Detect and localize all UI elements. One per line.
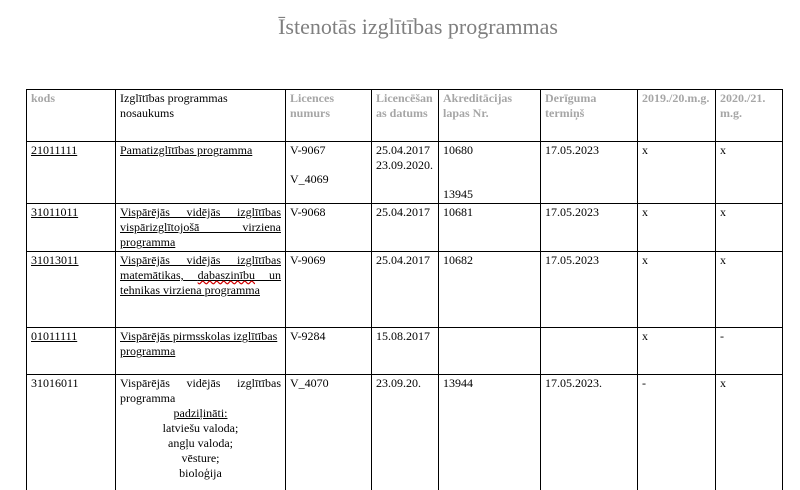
license-date: 23.09.2020.	[376, 158, 433, 172]
cell-akreditacijas-lapas: 10682	[439, 252, 541, 328]
program-name-part: Vispārējās vidējās izglītības matemātikas,	[120, 253, 281, 282]
license-number: V-9067	[290, 143, 326, 157]
table-row	[27, 252, 783, 328]
subject-item: vēsture;	[181, 451, 220, 465]
cell-kods: 31013011	[27, 252, 116, 328]
accreditation-number: 13945	[443, 187, 473, 201]
cell-deriguma-termins: 17.05.2023.	[541, 375, 638, 490]
header-kods: kods	[27, 90, 116, 142]
cell-nosaukums: Vispārējās vidējās izglītības vispārizglītojošā virziena programma	[116, 204, 286, 252]
license-number: V_4069	[290, 172, 329, 186]
cell-nosaukums	[116, 375, 286, 490]
header-2020-21: 2020./21.m.g.	[716, 90, 783, 142]
subject-item: latviešu valoda;	[162, 421, 239, 435]
cell-licencesanas-datums: 25.04.2017	[372, 252, 439, 328]
cell-nosaukums	[116, 252, 286, 328]
cell-licencesanas-datums: 25.04.2017	[372, 204, 439, 252]
cell-licences-numurs: V-9069	[286, 252, 372, 328]
cell-2019-20: x	[638, 204, 716, 252]
license-date: 25.04.2017	[376, 143, 430, 157]
cell-kods: 01011111	[27, 328, 116, 375]
cell-2019-20: x	[638, 142, 716, 204]
cell-licences-numurs: V-9284	[286, 328, 372, 375]
cell-2020-21: x	[716, 375, 783, 490]
table-row	[27, 204, 783, 252]
table-row	[27, 328, 783, 375]
subject-item: bioloģija	[179, 466, 222, 480]
header-2019-20: 2019./20.m.g.	[638, 90, 716, 142]
cell-licencesanas-datums: 23.09.20.	[372, 375, 439, 490]
cell-deriguma-termins: 17.05.2023	[541, 252, 638, 328]
cell-deriguma-termins: 17.05.2023	[541, 204, 638, 252]
cell-akreditacijas-lapas: 13944	[439, 375, 541, 490]
cell-2020-21: -	[716, 328, 783, 375]
table-row	[27, 375, 783, 490]
cell-deriguma-termins: 17.05.2023	[541, 142, 638, 204]
program-name: Vispārējās vidējās izglītības programma	[120, 376, 281, 405]
cell-2020-21: x	[716, 252, 783, 328]
cell-nosaukums: Vispārējās pirmsskolas izglītības programma	[116, 328, 286, 375]
cell-licencesanas-datums	[372, 142, 439, 204]
cell-kods: 21011111	[27, 142, 116, 204]
header-akreditacijas-lapas: Akreditācijas lapas Nr.	[439, 90, 541, 142]
header-licencesanas-datums: Licencēšanas datums	[372, 90, 439, 142]
cell-licences-numurs	[286, 142, 372, 204]
cell-nosaukums: Pamatizglītības programma	[116, 142, 286, 204]
cell-2019-20: -	[638, 375, 716, 490]
header-deriguma-termins: Derīguma termiņš	[541, 90, 638, 142]
spellcheck-word: dabaszinību	[197, 268, 255, 282]
cell-2019-20: x	[638, 328, 716, 375]
specialization-label: padziļināti:	[173, 406, 228, 420]
table-row	[27, 142, 783, 204]
cell-kods: 31016011	[27, 375, 116, 490]
cell-deriguma-termins	[541, 328, 638, 375]
cell-akreditacijas-lapas	[439, 142, 541, 204]
cell-2020-21: x	[716, 204, 783, 252]
accreditation-number: 10680	[443, 143, 473, 157]
cell-licencesanas-datums: 15.08.2017	[372, 328, 439, 375]
programs-table	[26, 89, 783, 490]
header-nosaukums: Izglītības programmas nosaukums	[116, 90, 286, 142]
header-licences-numurs: Licences numurs	[286, 90, 372, 142]
cell-kods: 31011011	[27, 204, 116, 252]
cell-licences-numurs: V-9068	[286, 204, 372, 252]
subject-item: angļu valoda;	[168, 436, 233, 450]
page-title: Īstenotās izglītības programmas	[278, 14, 558, 39]
cell-2019-20: x	[638, 252, 716, 328]
cell-akreditacijas-lapas: 10681	[439, 204, 541, 252]
cell-akreditacijas-lapas	[439, 328, 541, 375]
program-name-part: un tehnikas virziena programma	[120, 268, 282, 297]
cell-2020-21: x	[716, 142, 783, 204]
cell-licences-numurs: V_4070	[286, 375, 372, 490]
table-header-row	[27, 90, 783, 142]
